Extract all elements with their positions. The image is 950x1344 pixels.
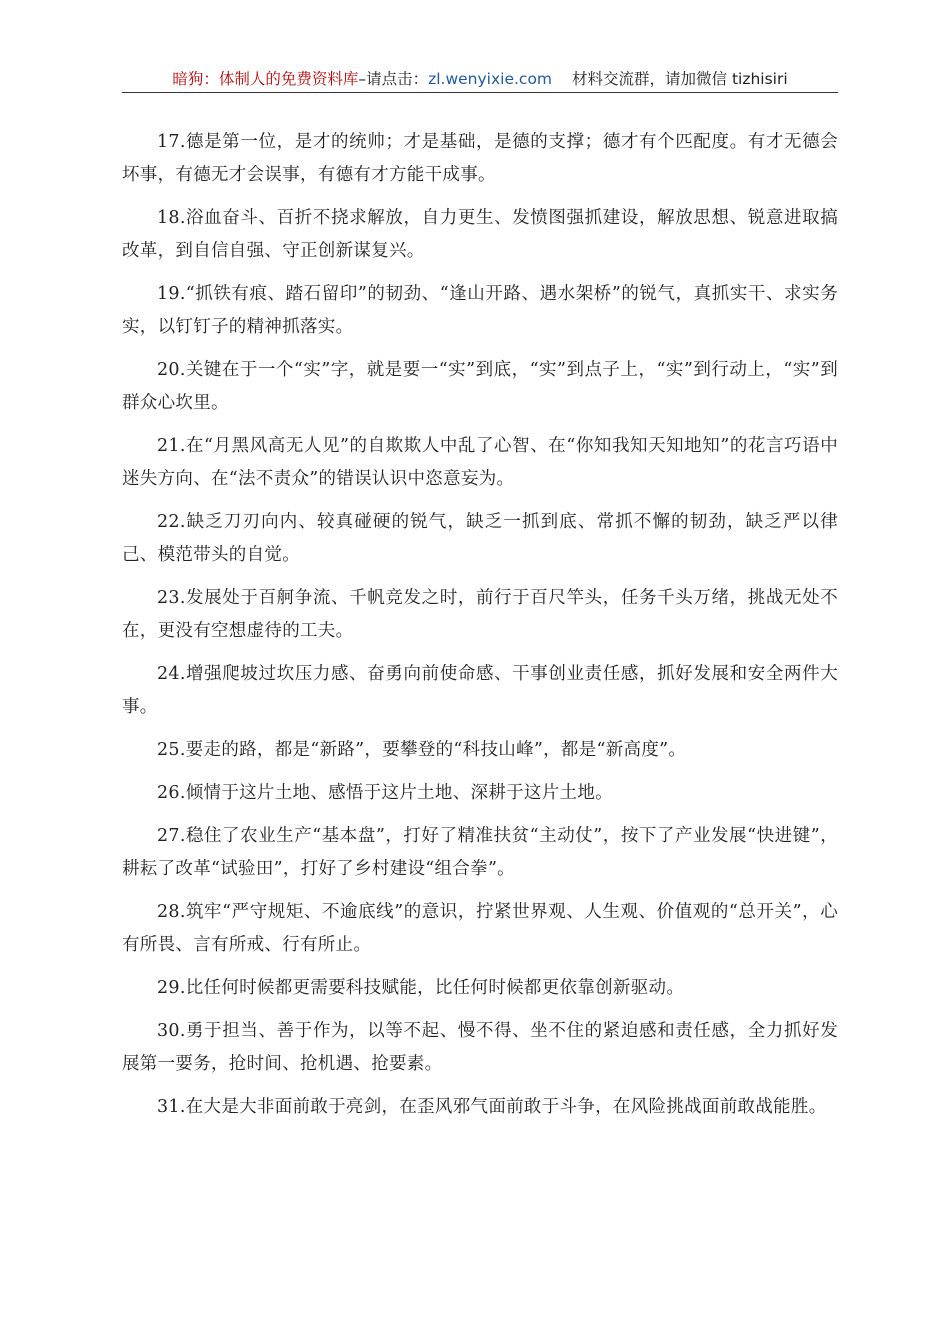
paragraph-27: 27.稳住了农业生产“基本盘”，打好了精准扶贫“主动仗”，按下了产业发展“快进键”，耕耘了改革“试验田”，打好了乡村建设“组合拳”。 — [122, 826, 838, 879]
page-header — [122, 66, 838, 93]
paragraph-21: 21.在“月黑风高无人见”的自欺欺人中乱了心智、在“你知我知天知地知”的花言巧语中迷失方向、在“法不责众”的错误认识中恣意妄为。 — [122, 436, 838, 489]
paragraph-31: 31.在大是大非面前敢于亮剑，在歪风邪气面前敢于斗争，在风险挑战面前敢战能胜。 — [157, 1097, 827, 1117]
paragraph-30: 30.勇于担当、善于作为，以等不起、慢不得、坐不住的紧迫感和责任感，全力抓好发展第一要务，抢时间、抢机遇、抢要素。 — [122, 1021, 838, 1074]
header-link-prefix: –请点击： — [358, 70, 429, 88]
paragraph-20: 20.关键在于一个“实”字，就是要一“实”到底，“实”到点子上，“实”到行动上，“实”到群众心坎里。 — [122, 360, 838, 413]
header-link-url[interactable]: zl.wenyixie.com — [428, 70, 553, 88]
paragraph-26: 26.倾情于这片土地、感悟于这片土地、深耕于这片土地。 — [157, 783, 613, 803]
paragraph-22: 22.缺乏刀刃向内、较真碰硬的锐气，缺乏一抓到底、常抓不懈的韧劲，缺乏严以律己、模范带头的自觉。 — [122, 512, 838, 565]
paragraph-28: 28.筑牢“严守规矩、不逾底线”的意识，拧紧世界观、人生观、价值观的“总开关”，心有所畏、言有所戒、行有所止。 — [122, 902, 838, 955]
document-body — [122, 126, 838, 1134]
header-wechat-text: 材料交流群，请加微信 tizhisiri — [572, 70, 788, 88]
paragraph-19: 19.“抓铁有痕、踏石留印”的韧劲、“逢山开路、遇水架桥”的锐气，真抓实干、求实务实，以钉钉子的精神抓落实。 — [122, 284, 838, 337]
paragraph-24: 24.增强爬坡过坎压力感、奋勇向前使命感、干事创业责任感，抓好发展和安全两件大事。 — [122, 664, 838, 717]
paragraph-17: 17.德是第一位，是才的统帅；才是基础，是德的支撑；德才有个匹配度。有才无德会坏事，有德无才会误事，有德有才方能干成事。 — [122, 132, 838, 185]
header-brand: 暗狗：体制人的免费资料库 — [172, 70, 359, 88]
paragraph-23: 23.发展处于百舸争流、千帆竞发之时，前行于百尺竿头，任务千头万绪，挑战无处不在，更没有空想虚待的工夫。 — [122, 588, 838, 641]
paragraph-29: 29.比任何时候都更需要科技赋能，比任何时候都更依靠创新驱动。 — [157, 978, 685, 998]
paragraph-25: 25.要走的路，都是“新路”，要攀登的“科技山峰”，都是“新高度”。 — [157, 740, 687, 760]
paragraph-18: 18.浴血奋斗、百折不挠求解放，自力更生、发愤图强抓建设，解放思想、锐意进取搞改革，到自信自强、守正创新谋复兴。 — [122, 208, 838, 261]
